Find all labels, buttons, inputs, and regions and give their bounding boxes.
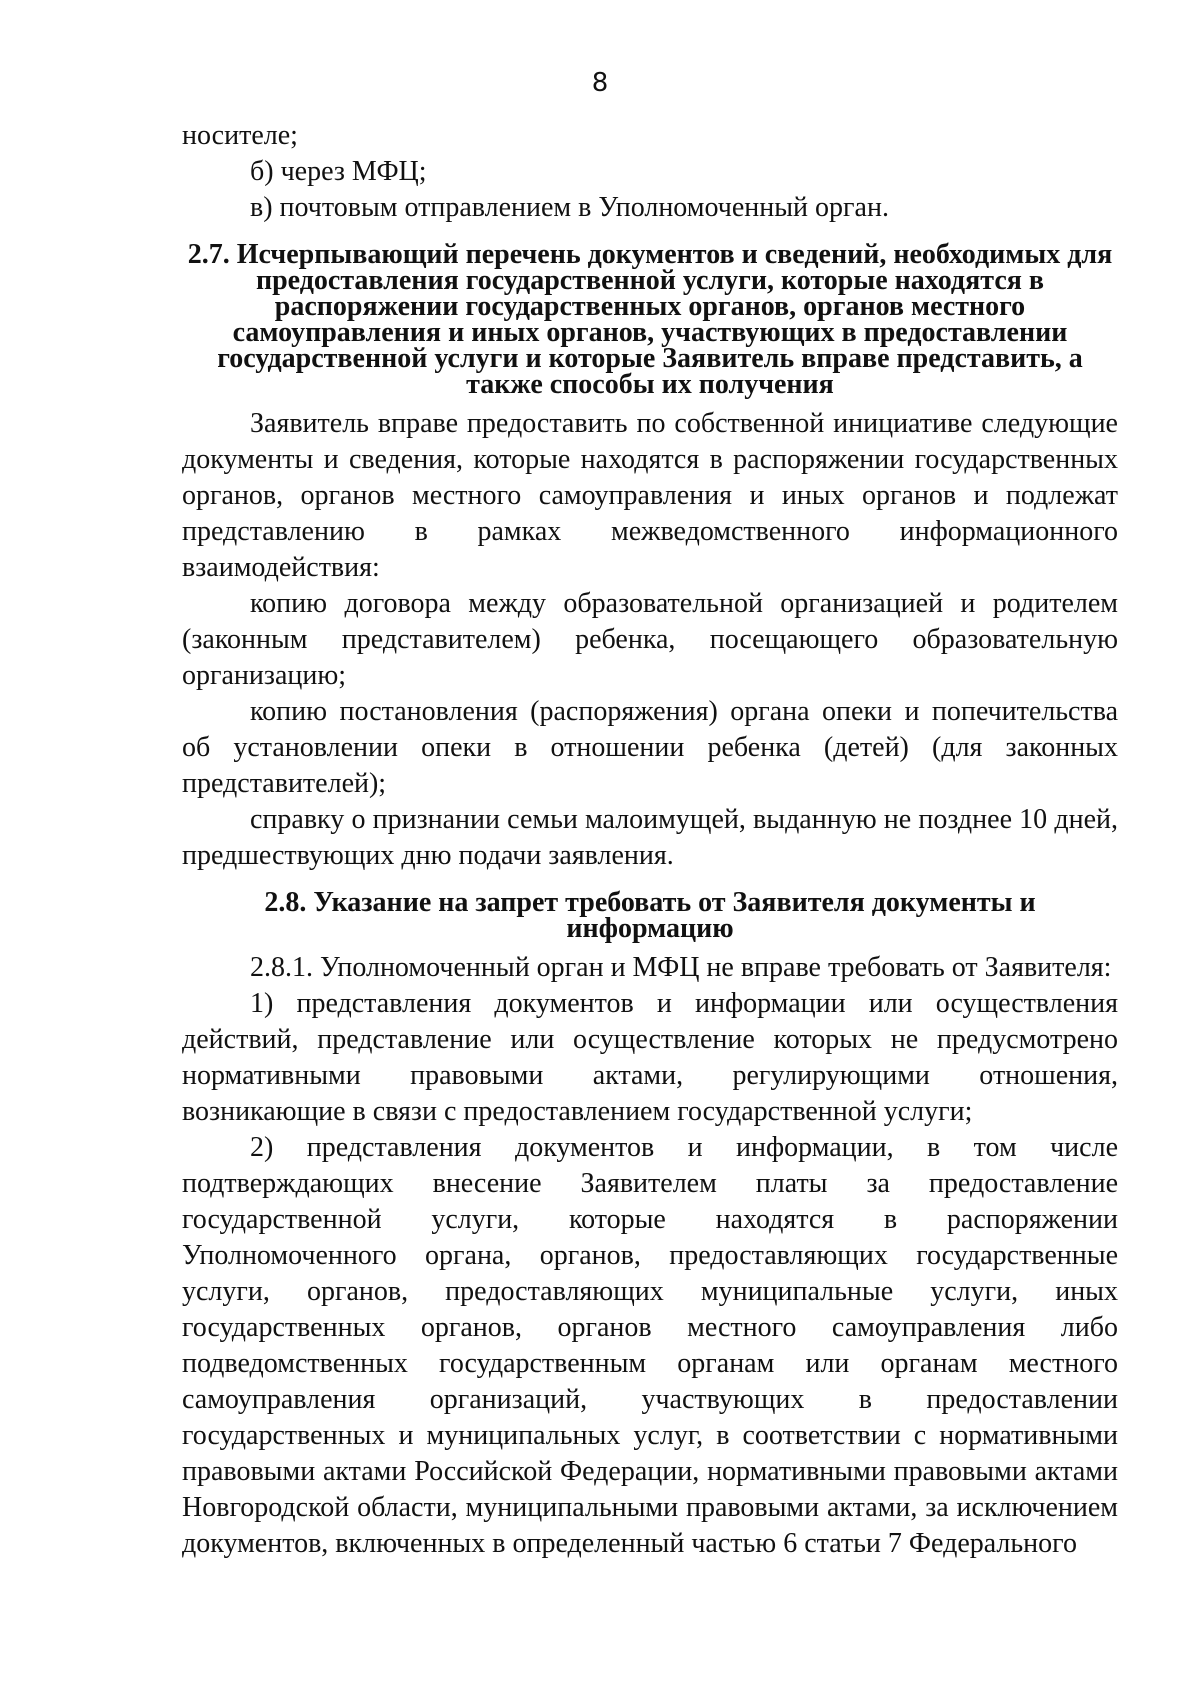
section-2-7-intro: Заявитель вправе предоставить по собственной инициативе следующие документы и сведения, которые находятся в распоряжении государственных органов, органов местного самоуправления и иных органов и подлежат представлению в рамках межведомственного информационного взаимодействия: [182,408,1118,583]
section-2-8-1-paragraph: 2.8.1. Уполномоченный орган и МФЦ не вправе требовать от Заявителя: [250,952,1112,983]
paragraph-via-post: в) почтовым отправлением в Уполномоченный орган. [250,192,889,223]
section-2-7-item-guardianship: копию постановления (распоряжения) органа опеки и попечительства об установлении опеки в отношении ребенка (детей) (для законных представителей); [182,696,1118,799]
paragraph-carrier: носителе; [182,120,298,151]
paragraph-via-mfc: б) через МФЦ; [250,156,427,187]
section-2-8-item-2: 2) представления документов и информации, в том числе подтверждающих внесение Заявителем платы за предоставление государственной услуги, которые находятся в распоряжении Уполномоченного органа, органов, предоставляющих государственные услуги, органов, предоставляющих муниципальные услуги, иных государственных органов, органов местного самоуправления либо подведомственных государственным органам или органам местного самоуправления организаций, участвующих в предоставлении государственных и муниципальных услуг, в соответствии с нормативными правовыми актами Российской Федерации, нормативными правовыми актами Новгородской области, муниципальными правовыми актами, за исключением документов, включенных в определенный частью 6 статьи 7 Федерального [182,1132,1118,1559]
document-body [182,118,1118,1562]
section-2-7-item-contract: копию договора между образовательной организацией и родителем (законным представителем) ребенка, посещающего образовательную организацию; [182,588,1118,691]
section-2-8-item-1: 1) представления документов и информации или осуществления действий, представление или осуществление которых не предусмотрено нормативными правовыми актами, регулирующими отношения, возникающие в связи с предоставлением государственной услуги; [182,988,1118,1127]
section-2-8-heading: 2.8. Указание на запрет требовать от Заявителя документы и информацию [264,887,1036,944]
section-2-7-item-low-income: справку о признании семьи малоимущей, выданную не позднее 10 дней, предшествующих дню подачи заявления. [182,804,1118,871]
page-number: 8 [591,68,609,98]
section-2-7-heading: 2.7. Исчерпывающий перечень документов и сведений, необходимых для предоставления государственной услуги, которые находятся в распоряжении государственных органов, органов местного самоуправления и иных органов, участвующих в предоставлении государственной услуги и которые Заявитель вправе представить, а также способы их получения [187,239,1113,400]
